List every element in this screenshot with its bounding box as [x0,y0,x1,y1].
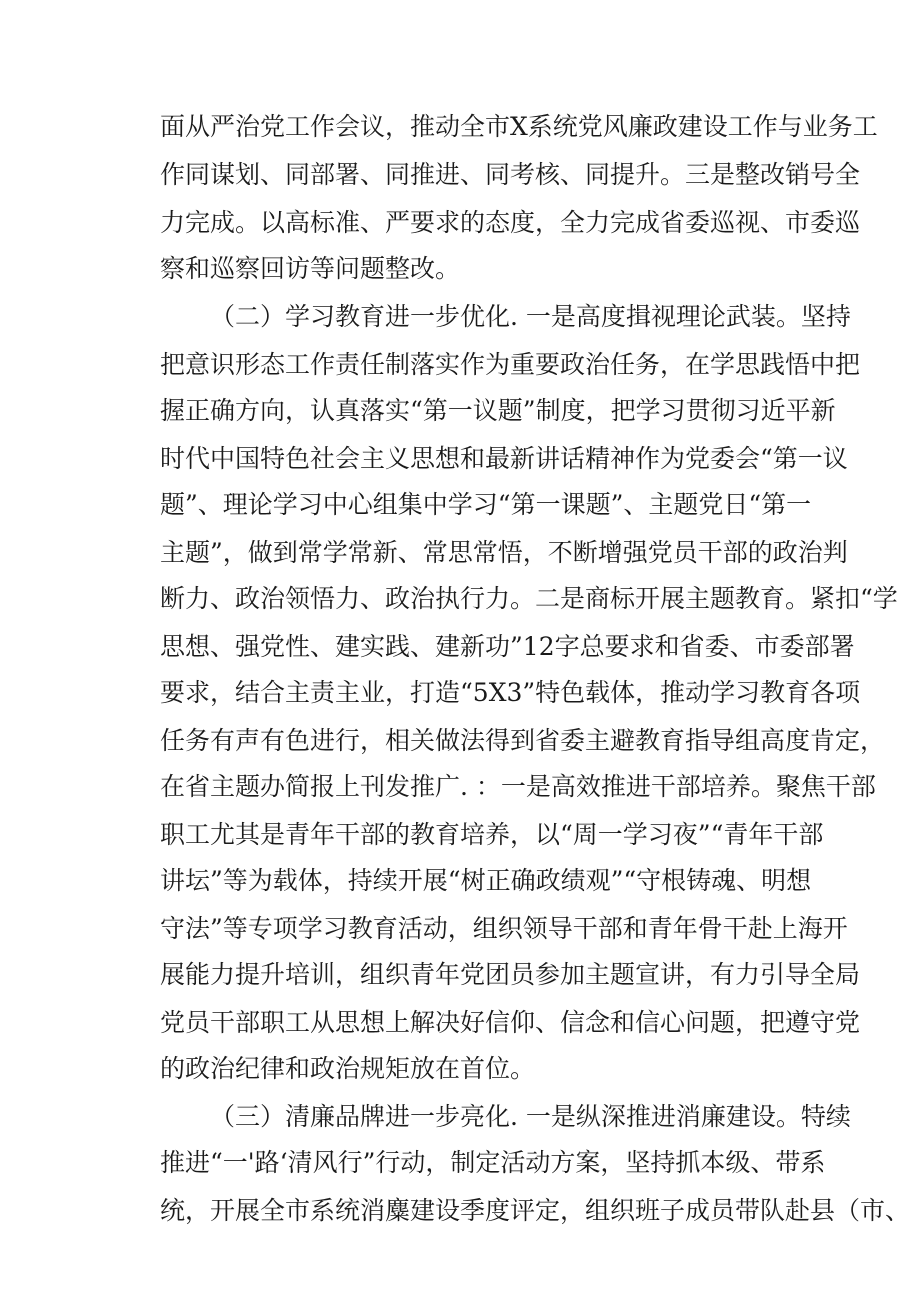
text-line: 察和巡察回访等问题整改。 [160,254,461,283]
text-line: 党员干部职工从思想上解决好信仰、信念和信心问题，把遵守党 [160,1008,861,1037]
text-line: 推进“一'路‘清风行”行动，制定活动方案，坚持抓本级、带系 [160,1148,826,1177]
text-line: 断力、政治领悟力、政治执行力。二是商标开展主题教育。紧扣“学 [160,584,898,613]
text-line: 任务有声有色进行，相关做法得到省委主避教育指导组高度肯定， [160,726,886,755]
text-line: 要求，结合主责主业，打造“5X3”特色载体，推动学习教育各项 [160,678,861,707]
text-line: 把意识形态工作责任制落实作为重要政治任务，在学思践悟中把 [160,350,861,379]
text-line: 在省主题办简报上刊发推广. ：一是高效推进干部培养。聚焦干部 [160,772,876,801]
text-line: 展能力提升培训，组织青年党团员参加主题宣讲，有力引导全局 [160,960,861,989]
text-line: 守法”等专项学习教育活动，组织领导干部和青年骨干赴上海开 [160,914,848,943]
text-line: 题”、理论学习中心组集中学习“第一课题”、主题党日“第一 [160,490,812,519]
text-line: 时代中国特色社会主义思想和最新讲话精神作为党委会“第一议 [160,444,848,473]
section-heading-line: （三）清廉品牌进一步亮化. 一是纵深推进消廉建设。特续 [210,1102,851,1131]
text-line: 力完成。以高标准、严要求的态度，全力完成省委巡视、市委巡 [160,208,861,237]
text-line: 思想、强党性、建实践、建新功”12字总要求和省委、市委部署 [160,632,855,661]
text-line: 主题”，做到常学常新、常思常悟，不断增强党员干部的政治判 [160,538,848,567]
text-line: 面从严治党工作会议，推动全市X系统党风廉政建设工作与业务工 [160,112,878,141]
text-line: 作同谋划、同部署、同推进、同考核、同提升。三是整改销号全 [160,160,861,189]
text-line: 的政治纪律和政治规矩放在首位。 [160,1054,536,1083]
text-line: 讲坛”等为载体，持续开展“树正确政绩观”“守根铸魂、明想 [160,866,812,895]
text-line: 统，开展全市系统消麋建设季度评定，组织班子成员带队赴县（市、 [160,1196,911,1225]
section-heading-line: （二）学习教育进一步优化. 一是高度揖视理论武装。坚持 [210,302,851,331]
text-line: 职工尤其是青年干部的教育培养，以“周一学习夜”“青年干部 [160,820,824,849]
text-line: 握正确方向，认真落实“第一议题”制度，把学习贯彻习近平新 [160,396,836,425]
